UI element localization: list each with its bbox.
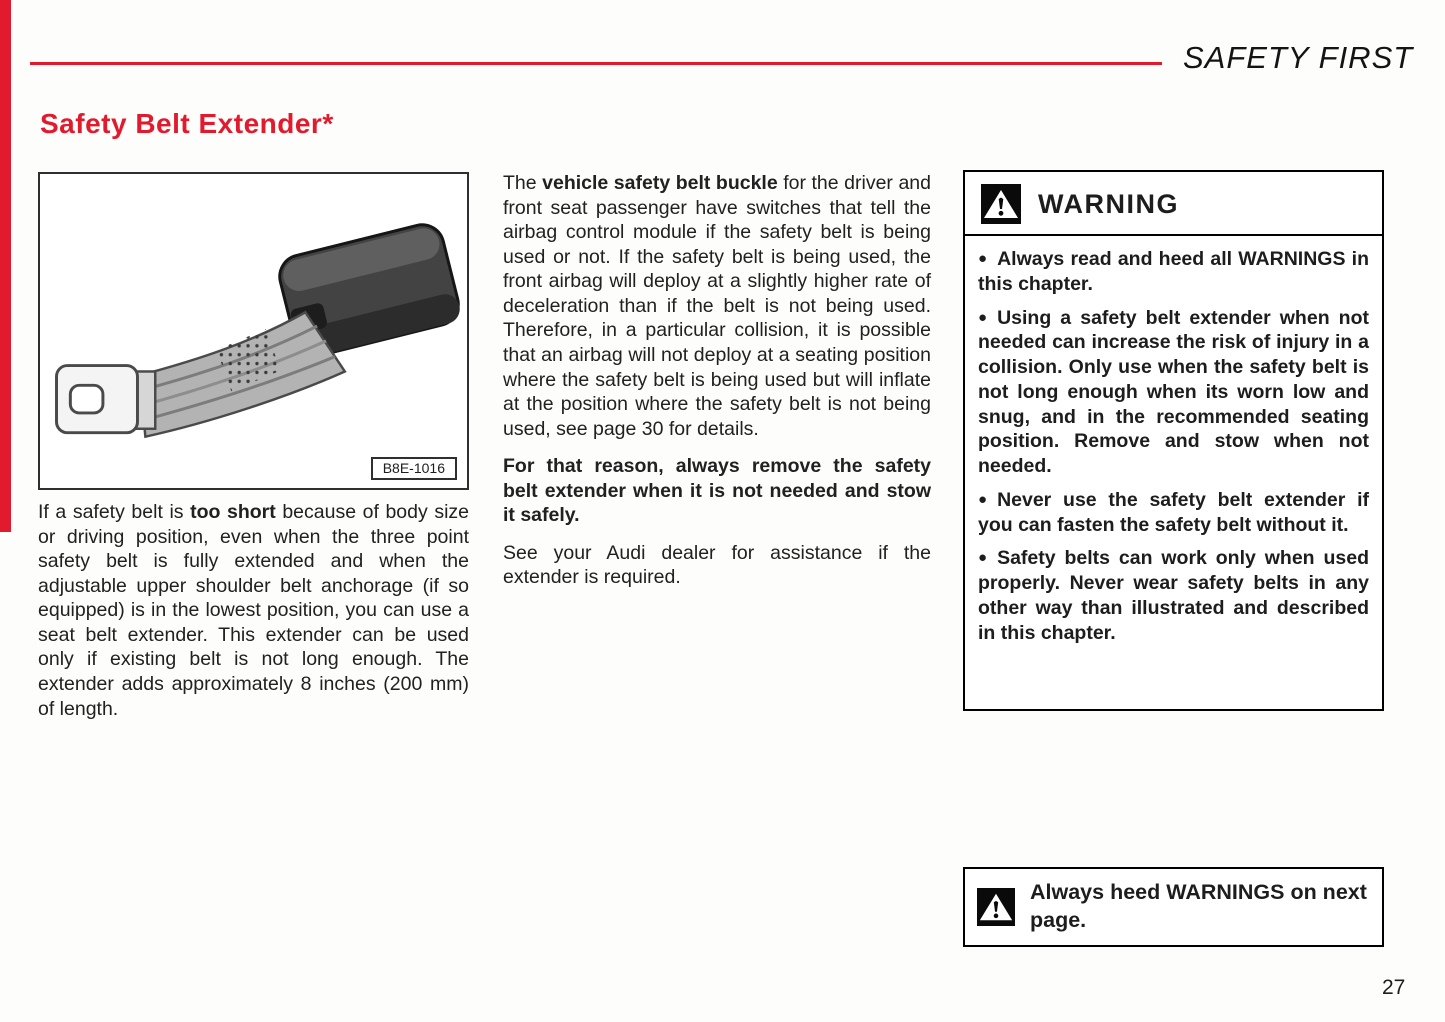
next-page-warning-text: Always heed WARNINGS on next page.: [1030, 880, 1367, 932]
left-column: [38, 500, 469, 721]
left-red-bar: [0, 0, 11, 532]
bullet-icon: ●: [978, 308, 988, 326]
bullet-icon: ●: [978, 549, 988, 567]
bullet-icon: ●: [978, 250, 988, 267]
warning-item-text: Using a safety belt extender when not needed can increase the risk of injury in a collision. Only use when the safety belt is not long enough when its worn low and snug, and in the recommended seating position. Remove and stow when not needed.: [978, 306, 1369, 477]
header-rule: [30, 62, 1162, 65]
bullet-icon: ●: [978, 490, 988, 508]
warning-item: [978, 546, 1369, 645]
paragraph-extender-intro: [38, 500, 469, 721]
text-segment: because of body size or driving position, even when the three point safety belt is fully extended and when the adjustable upper shoulder belt anchorage (if so equipped) is in the lowest position, you can use a seat belt extender. This extender can be used only if existing belt is not long enough. The extender adds approximately 8 inches (200 mm) of length.: [38, 501, 469, 720]
paragraph-remove-extender: For that reason, always remove the safety belt extender when it is not needed and stow it safely.: [503, 455, 931, 527]
warning-item-text: Always read and heed all WARNINGS in this chapter.: [978, 248, 1369, 295]
figure-label: B8E-1016: [371, 457, 457, 480]
warning-triangle-icon: [977, 888, 1015, 926]
warning-item-text: Safety belts can work only when used properly. Never wear safety belts in any other way than illustrated and described in this chapter.: [978, 547, 1369, 644]
middle-column: [503, 171, 931, 590]
warning-item: [978, 306, 1369, 479]
next-page-warning-box: [963, 867, 1384, 947]
warning-divider: [965, 234, 1382, 236]
text-segment-bold: vehicle safety belt buckle: [542, 172, 778, 194]
page-header: SAFETY FIRST: [1183, 40, 1414, 75]
text-segment: for the driver and front seat passenger have switches that tell the airbag control module if the safety belt is being used or not. If the safety belt is being used, the front airbag will deploy at a slightly higher rate of deceleration than if the belt is not being used. Therefore, in a particular collision, it is possible that an airbag will not deploy at a seating position where the safety belt is being used but will inflate at the position where the safety belt is not being used, see page 30 for details.: [503, 172, 931, 440]
section-title: Safety Belt Extender*: [40, 108, 334, 139]
text-segment-bold: too short: [190, 501, 276, 523]
warning-item-text: Never use the safety belt extender if you can fasten the safety belt without it.: [978, 488, 1369, 536]
text-segment: If a safety belt is: [38, 501, 191, 523]
warning-item: [978, 247, 1369, 297]
warning-item: [978, 488, 1369, 538]
warning-title: WARNING: [1038, 188, 1179, 219]
page-number: 27: [1382, 976, 1406, 999]
warning-triangle-icon: [981, 184, 1021, 224]
paragraph-dealer-assistance: See your Audi dealer for assistance if the extender is required.: [503, 541, 931, 589]
paragraph-buckle-switches: [503, 171, 931, 441]
seat-belt-extender-illustration: [40, 174, 467, 488]
warning-header: [978, 182, 1369, 234]
extender-figure: [38, 172, 469, 490]
warning-items: [978, 247, 1369, 645]
warning-box: [963, 170, 1384, 711]
text-segment: The: [503, 172, 543, 194]
